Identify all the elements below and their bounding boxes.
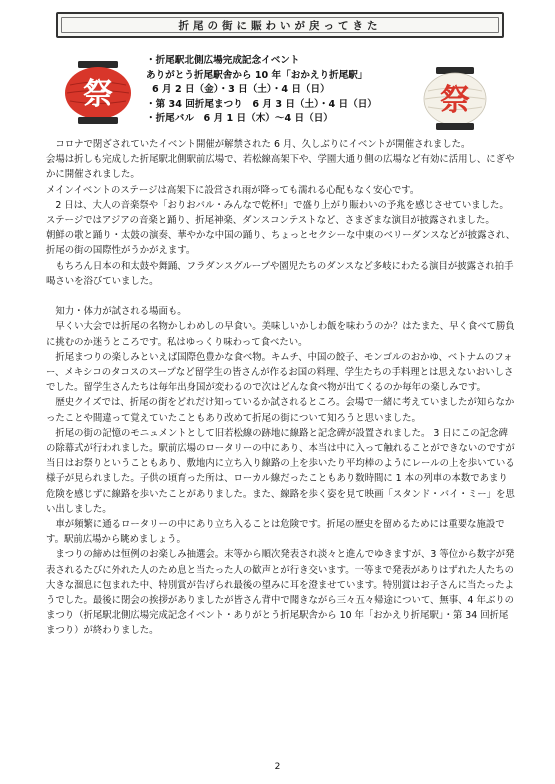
paragraph: 早くい大会では折尾の名物かしわめしの早食い。美味しいかしわ飯を味わうのか？はたまた、早く食べて勝負に挑むのか迷うところです。私はゆっくり味わって食べたい。 [46, 321, 515, 348]
lantern-left-char: 祭 [83, 77, 113, 112]
paragraph: ステージではアジアの音楽と踊り、折尾神楽、ダンスコンテストなど、さまざまな演目が披露されました。 [46, 215, 495, 227]
paragraph: 車が頻繁に通るロータリーの中にあり立ち入ることは危険です。折尾の歴史を留めるためには重要な施設です。駅前広場から眺めましょう。 [46, 519, 505, 546]
event-line: 6 月 2 日（金）・3 日（土）・4 日（日） [152, 84, 330, 96]
paragraph: メインイベントのステージは高架下に設営され雨が降っても濡れる心配もなく安心です。 [46, 184, 420, 196]
event-line: ・折尾バル 6 月 1 日（木）～4 日（日） [146, 113, 333, 125]
blank-line [46, 289, 516, 304]
paragraph: コロナで閉ざされていたイベント開催が解禁された 6 月、久しぶりにイベントが開催されました。 [46, 139, 471, 150]
paragraph: 折尾の街の記憶のモニュメントとして旧若松線の跡地に線路と記念碑が設置されました。 3 日にこの記念碑の除幕式が行われました。駅前広場のロータリーの中にあり、本当は中に入って触れることができないのですが当日はお祭りということもあり、敷地内に立ち入り線路の上を歩いたり平均棒のようにレールの上を歩いている様子が見られました。子供の頃育った所は、ローカル線だったこともあり数時間に 1 本の列車の本数であまり危険を感じずに線路を歩いたことがありました。また、線路を歩く姿を見て映画「スタンド・バイ・ミー」を思い出しました。 [46, 427, 515, 515]
paragraph: 朝鮮の歌と踊り・太鼓の演奏、華やかな中国の踊り、ちょっとセクシーな中東のベリーダンスなどが披露され、折尾の街の国際性がうかがえます。 [46, 230, 516, 257]
paragraph: もちろん日本の和太鼓や舞踊、フラダンスグループや園児たちのダンスなど多岐にわたる演目が披露され拍手喝さいを浴びていました。 [46, 260, 514, 287]
paragraph: 会場は折しも完成した折尾駅北側駅前広場で、若松線高架下や、学園大通り側の広場など有効に活用し、にぎやかに開催されました。 [46, 154, 515, 181]
event-line: ありがとう折尾駅舎から 10 年「おかえり折尾駅」 [146, 69, 368, 81]
event-list [146, 54, 436, 127]
paragraph: 折尾まつりの楽しみといえば国際色豊かな食べ物。キムチ、中国の餃子、モンゴルのおかゆ、ベトナムのフォー、メキシコのタコスのスープなど留学生の皆さんが作るお国の料理、学生たちの手料理とは思えないおいしさでした。留学生さんたちは毎年出身国が変わるので次はどんな食べ物が出てくるのか毎年の楽しみです。 [46, 351, 514, 394]
paragraph: まつりの締めは恒例のお楽しみ抽選会。末等から順次発表され淡々と進んでゆきますが、3 等位から数字が発表されるたびに外れた人のため息と当たった人の歓声とが行き交います。一等まで発表がありはずれた人たちの大きな溜息に包まれた中、特別賞が告げられ最後の望みに耳を澄ませています。特別賞はお子さんに当たったようでした。最後に閉会の挨拶がありましたが皆さん背中で聞きながら三々五々帰途について、無事、4 年ぶりのまつり（折尾駅北側広場完成記念イベント・ありがとう折尾駅舎から 10 年「おかえり折尾駅」・第 34 回折尾まつり）が終わりました。 [46, 549, 515, 637]
banner-title: 折尾の街に賑わいが戻ってきた [178, 19, 382, 32]
title-banner [56, 12, 504, 38]
paragraph: 歴史クイズでは、折尾の街をどれだけ知っているか試されるところ。会場で一緒に考えていましたが知らなかったことや間違って覚えていたこともあり改めて折尾の街について知ろうと思いました。 [46, 397, 515, 424]
paragraph: 知力・体力が試される場面も。 [46, 306, 187, 318]
event-line: ・第 34 回折尾まつり 6 月 3 日（土）・4 日（日） [146, 98, 377, 110]
red-lantern-icon [64, 60, 132, 126]
paragraph: 2 日は、大人の音楽祭や「おりおバル・みんなで乾杯!」で盛り上がり賑わいの予兆を感じさせていました。 [46, 199, 509, 211]
page-number: 2 [274, 762, 281, 772]
lantern-right-char: 祭 [440, 83, 470, 118]
article-body [46, 137, 516, 639]
event-line: ・折尾駅北側広場完成記念イベント [146, 55, 300, 66]
